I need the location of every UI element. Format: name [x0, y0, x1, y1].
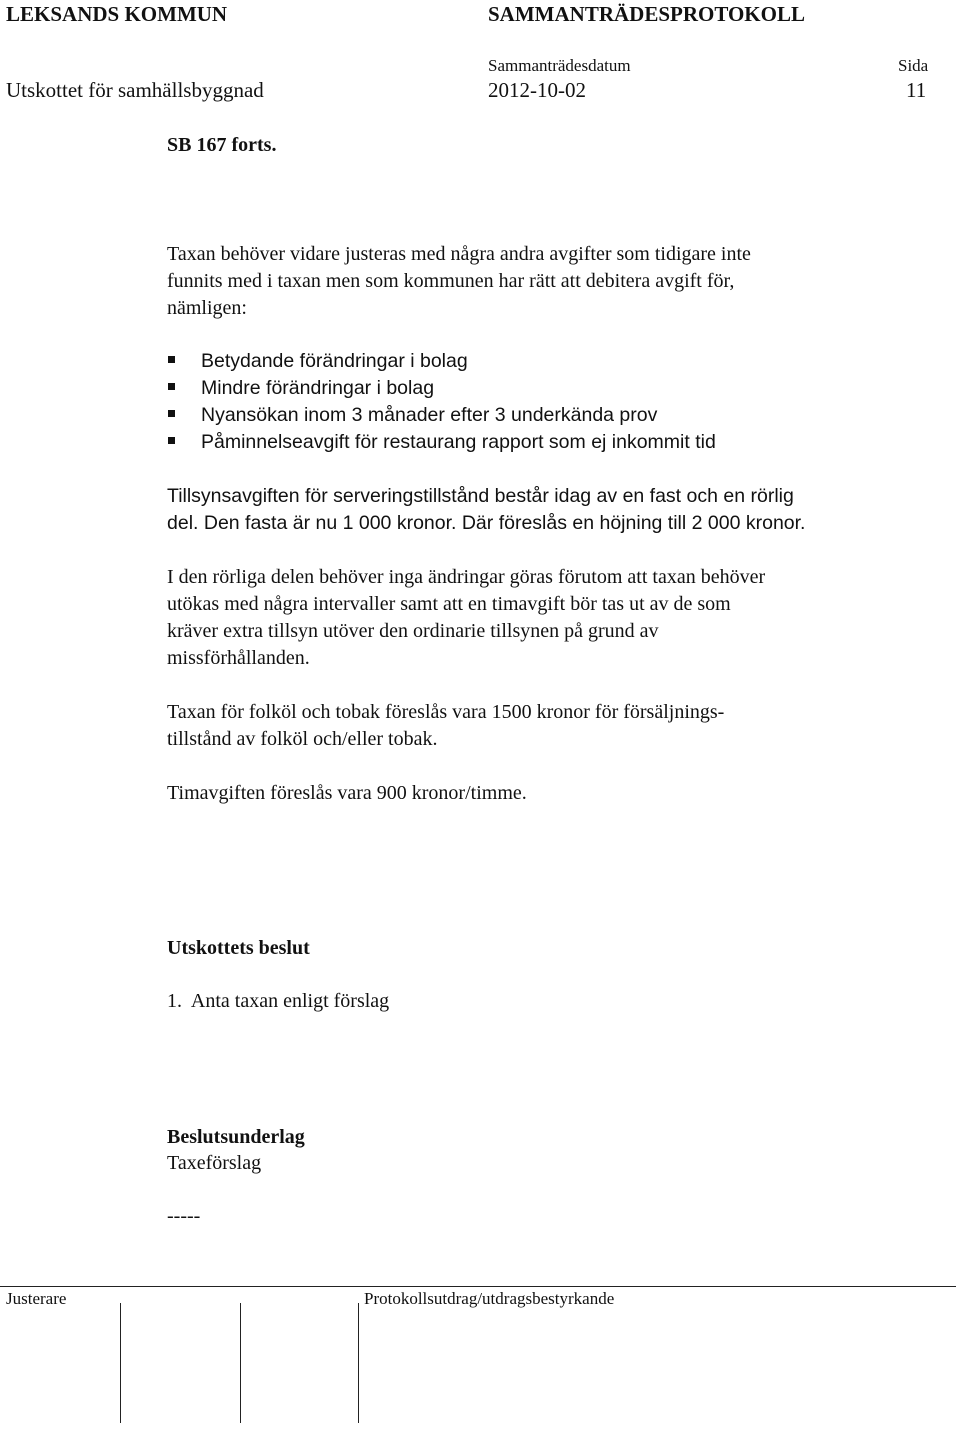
signature-box-divider — [240, 1303, 241, 1423]
list-item-text: Betydande förändringar i bolag — [201, 350, 468, 372]
signature-box-divider — [358, 1303, 359, 1423]
page-number: 11 — [906, 78, 927, 102]
intro-line: nämligen: — [167, 297, 247, 319]
page-label: Sida — [898, 56, 929, 75]
folkol-line: tillstånd av folköl och/eller tobak. — [167, 728, 438, 750]
case-reference: SB 167 forts. — [167, 134, 277, 156]
variable-part-paragraph — [167, 564, 927, 672]
folkol-line: Taxan för folköl och tobak föreslås vara 1500 kronor för försäljnings- — [167, 701, 725, 723]
supervision-fee-paragraph — [167, 483, 927, 537]
supervision-line: del. Den fasta är nu 1 000 kronor. Där föreslås en höjning till 2 000 kronor. — [167, 512, 806, 534]
extract-label: Protokollsutdrag/utdragsbestyrkande — [364, 1289, 615, 1308]
list-item — [167, 375, 716, 402]
separator-dashes: ----- — [167, 1205, 201, 1227]
document-type: SAMMANTRÄDESPROTOKOLL — [488, 2, 805, 26]
square-bullet-icon — [168, 383, 175, 390]
list-item — [167, 348, 716, 375]
variable-line: missförhållanden. — [167, 647, 310, 669]
adjusters-label: Justerare — [6, 1289, 67, 1308]
basis-heading: Beslutsunderlag — [167, 1126, 305, 1148]
variable-line: I den rörliga delen behöver inga ändringar göras förutom att taxan behöver — [167, 566, 766, 588]
list-item-text: Påminnelseavgift för restaurang rapport som ej inkommit tid — [201, 431, 716, 453]
supervision-line: Tillsynsavgiften för serveringstillstånd består idag av en fast och en rörlig — [167, 485, 794, 507]
intro-line: Taxan behöver vidare justeras med några andra avgifter som tidigare inte — [167, 243, 751, 265]
variable-line: kräver extra tillsyn utöver den ordinarie tillsynen på grund av — [167, 620, 659, 642]
footer-divider — [0, 1286, 956, 1287]
folkol-tobak-paragraph — [167, 699, 927, 753]
signature-box-divider — [120, 1303, 121, 1423]
basis-item: Taxeförslag — [167, 1152, 262, 1174]
committee-name: Utskottet för samhällsbyggnad — [6, 78, 264, 102]
square-bullet-icon — [168, 437, 175, 444]
decision-item: 1. Anta taxan enligt förslag — [167, 990, 390, 1012]
intro-line: funnits med i taxan men som kommunen har rätt att debitera avgift för, — [167, 270, 735, 292]
hourly-fee-text: Timavgiften föreslås vara 900 kronor/timme. — [167, 782, 527, 804]
list-item — [167, 429, 716, 456]
square-bullet-icon — [168, 410, 175, 417]
meeting-date: 2012-10-02 — [488, 78, 586, 102]
list-item-text: Mindre förändringar i bolag — [201, 377, 435, 399]
hourly-fee-paragraph — [167, 780, 927, 807]
meeting-date-label: Sammanträdesdatum — [488, 56, 631, 75]
intro-paragraph — [167, 241, 927, 322]
fee-list — [167, 348, 716, 456]
list-item-text: Nyansökan inom 3 månader efter 3 underkända prov — [201, 404, 658, 426]
organization-name: LEKSANDS KOMMUN — [6, 2, 228, 26]
list-item — [167, 402, 716, 429]
variable-line: utökas med några intervaller samt att en timavgift bör tas ut av de som — [167, 593, 731, 615]
square-bullet-icon — [168, 356, 175, 363]
decision-heading: Utskottets beslut — [167, 937, 310, 959]
